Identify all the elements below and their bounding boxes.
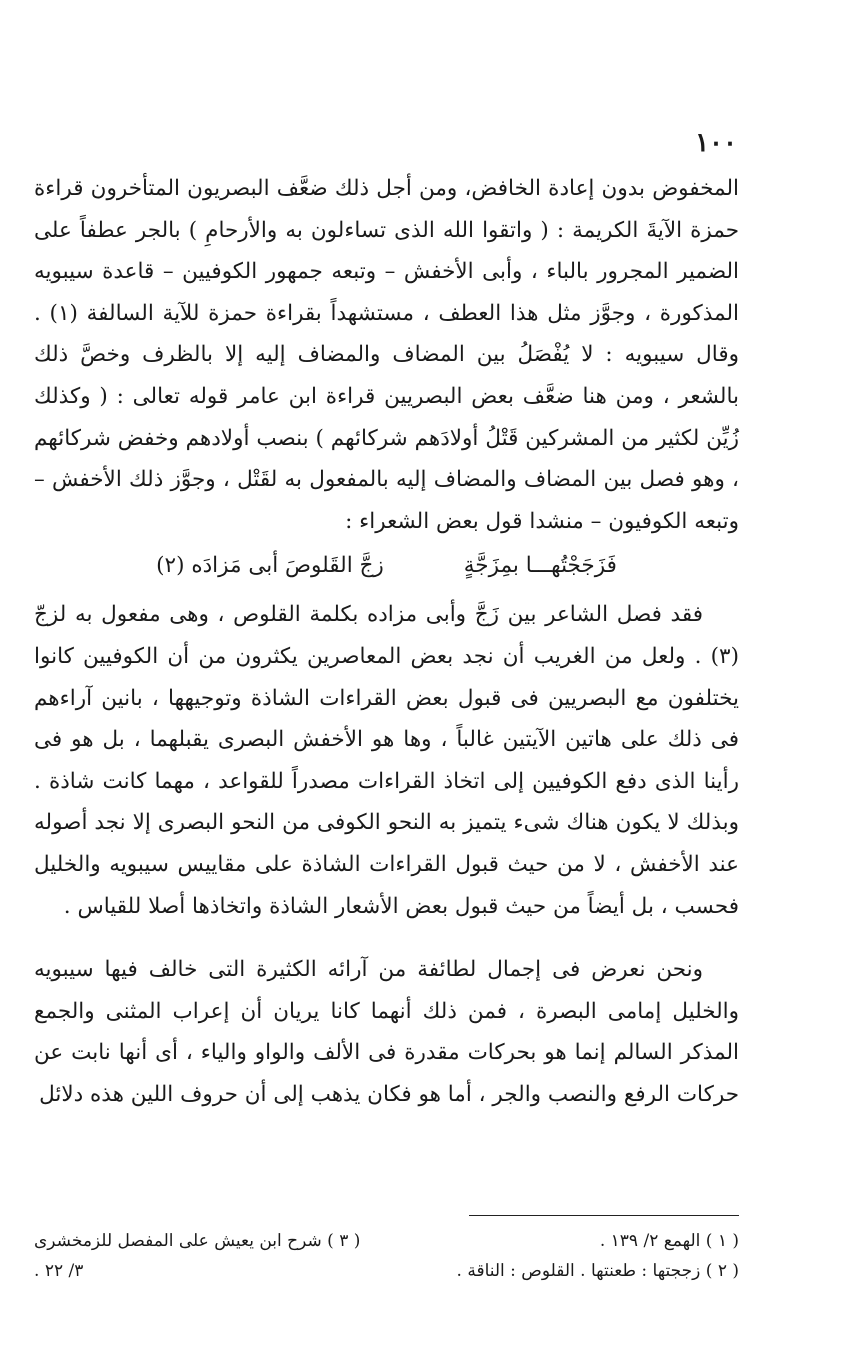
footnotes — [34, 1226, 739, 1286]
paragraph-2: فقد فصل الشاعر بين زَجَّ وأبى مزاده بكلمة القلوص ، وهى مفعول به لزجّ (٣) . ولعل من الغريب أن نجد بعض المعاصرين يكثرون من أن الكوفيين كانوا يختلفون مع البصريين فى قبول بعض القراءات الشاذة وتوجيهها ، بانين آراءهم فى ذلك على هاتين الآيتين غالباً ، وها هو الأخفش البصرى يقبلهما ، بل هو فى رأينا الذى دفع الكوفيين إلى اتخاذ القراءات مصدراً للقواعد ، مهما كانت شاذة . وبذلك لا يكون هناك شىء يتميز به النحو الكوفى من النحو البصرى إلا نجد أصوله عند الأخفش ، لا من حيث قبول القراءات الشاذة على مقاييس سيبويه والخليل فحسب ، بل أيضاً من حيث قبول بعض الأشعار الشاذة واتخاذها أصلا للقياس . — [34, 602, 739, 919]
paragraph-1: المخفوض بدون إعادة الخافض، ومن أجل ذلك ضعَّف البصريون المتأخرون قراءة حمزة الآيةَ الكريمة : ( واتقوا الله الذى تساءلون به والأرحامِ ) بالجر عطفاً على الضمير المجرور بالباء ، وأبى الأخفش – وتبعه جمهور الكوفيين – قاعدة سيبويه المذكورة ، وجوَّز مثل هذا العطف ، مستشهداً بقراءة حمزة للآية السالفة (١) . وقال سيبويه : لا يُفْصَلُ بين المضاف والمضاف إليه إلا بالظرف وخصَّ ذلك بالشعر ، ومن هنا ضعَّف بعض البصريين قراءة ابن عامر قوله تعالى : ( وكذلك زُيِّن لكثير من المشركين قَتْلُ أولادَهم شركائهم ) بنصب أولادهم وخفض شركائهم ، وهو فصل بين المضاف والمضاف إليه بالمفعول به لقَتْل ، وجوَّز ذلك الأخفش – وتبعه الكوفيون – منشدا قول بعض الشعراء : — [34, 176, 740, 534]
footnote-3: ( ٣ ) شرح ابن يعيش على المفصل للزمخشرى — [34, 1231, 361, 1251]
main-text — [34, 168, 739, 1115]
footnote-1: ( ١ ) الهمع ٢/ ١٣٩ . — [599, 1231, 739, 1251]
footnote-row-1 — [34, 1226, 739, 1256]
footnote-3-reference: ٣/ ٢٢ . — [34, 1261, 84, 1281]
poetry-verse — [34, 544, 739, 588]
footnote-row-2 — [34, 1256, 739, 1286]
verse-first-hemistich: فَزَجَجْتُهـــا بمِزَجَّةٍ — [463, 553, 617, 579]
paragraph-3: ونحن نعرض فى إجمال لطائفة من آرائه الكثيرة التى خالف فيها سيبويه والخليل إمامى البصرة ، فمن ذلك أنهما كانا يريان أن إعراب المثنى والجمع المذكر السالم إنما هو بحركات مقدرة فى الألف والواو والياء ، أى أنها نابت عن حركات الرفع والنصب والجر ، أما هو فكان يذهب إلى أن حروف اللين هذه دلائل — [34, 957, 739, 1107]
page-number: ١٠٠ — [695, 128, 737, 158]
footnote-2: ( ٢ ) زججتها : طعنتها . القلوص : الناقة . — [456, 1261, 739, 1281]
verse-second-hemistich: زجَّ القَلوصَ أبى مَزادَه (٢) — [156, 553, 384, 579]
footnote-separator — [469, 1215, 739, 1216]
